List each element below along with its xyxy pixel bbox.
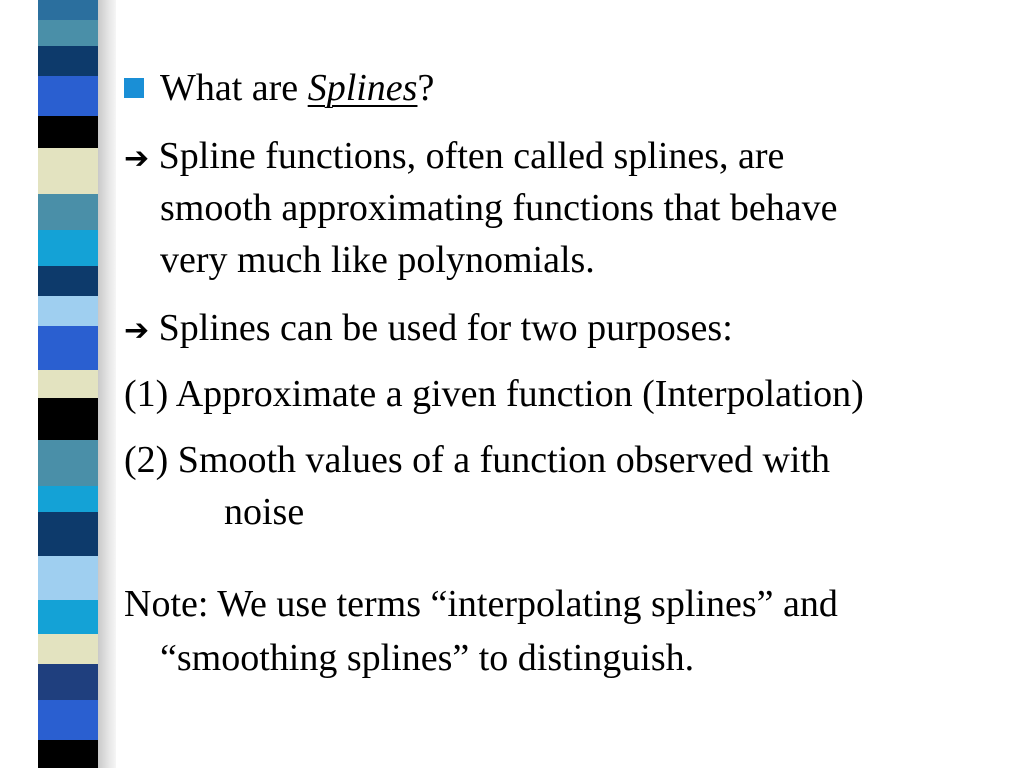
purpose-2-line-2: noise	[224, 491, 305, 533]
purpose-2-line-1: (2) Smooth values of a function observed with	[124, 439, 831, 481]
definition-line-1	[124, 130, 784, 185]
purposes-intro-text: Splines can be used for two purposes:	[158, 307, 733, 349]
square-bullet-icon	[124, 78, 144, 98]
note-line-2: “smoothing splines” to distinguish.	[160, 637, 695, 679]
note-line-1: Note: We use terms “interpolating splines” and	[124, 583, 838, 625]
heading-prefix: What are	[160, 67, 308, 109]
definition-text-1: Spline functions, often called splines, are	[158, 135, 785, 177]
purpose-1: (1) Approximate a given function (Interpolation)	[124, 373, 864, 415]
purposes-intro-line	[124, 302, 733, 357]
heading-line	[160, 62, 434, 114]
heading-term: Splines	[307, 67, 418, 109]
definition-line-2: smooth approximating functions that behave	[160, 187, 838, 229]
arrow-icon: ➔	[124, 141, 150, 176]
arrow-icon: ➔	[124, 313, 150, 348]
heading-suffix: ?	[417, 67, 435, 109]
definition-line-3: very much like polynomials.	[160, 239, 595, 281]
